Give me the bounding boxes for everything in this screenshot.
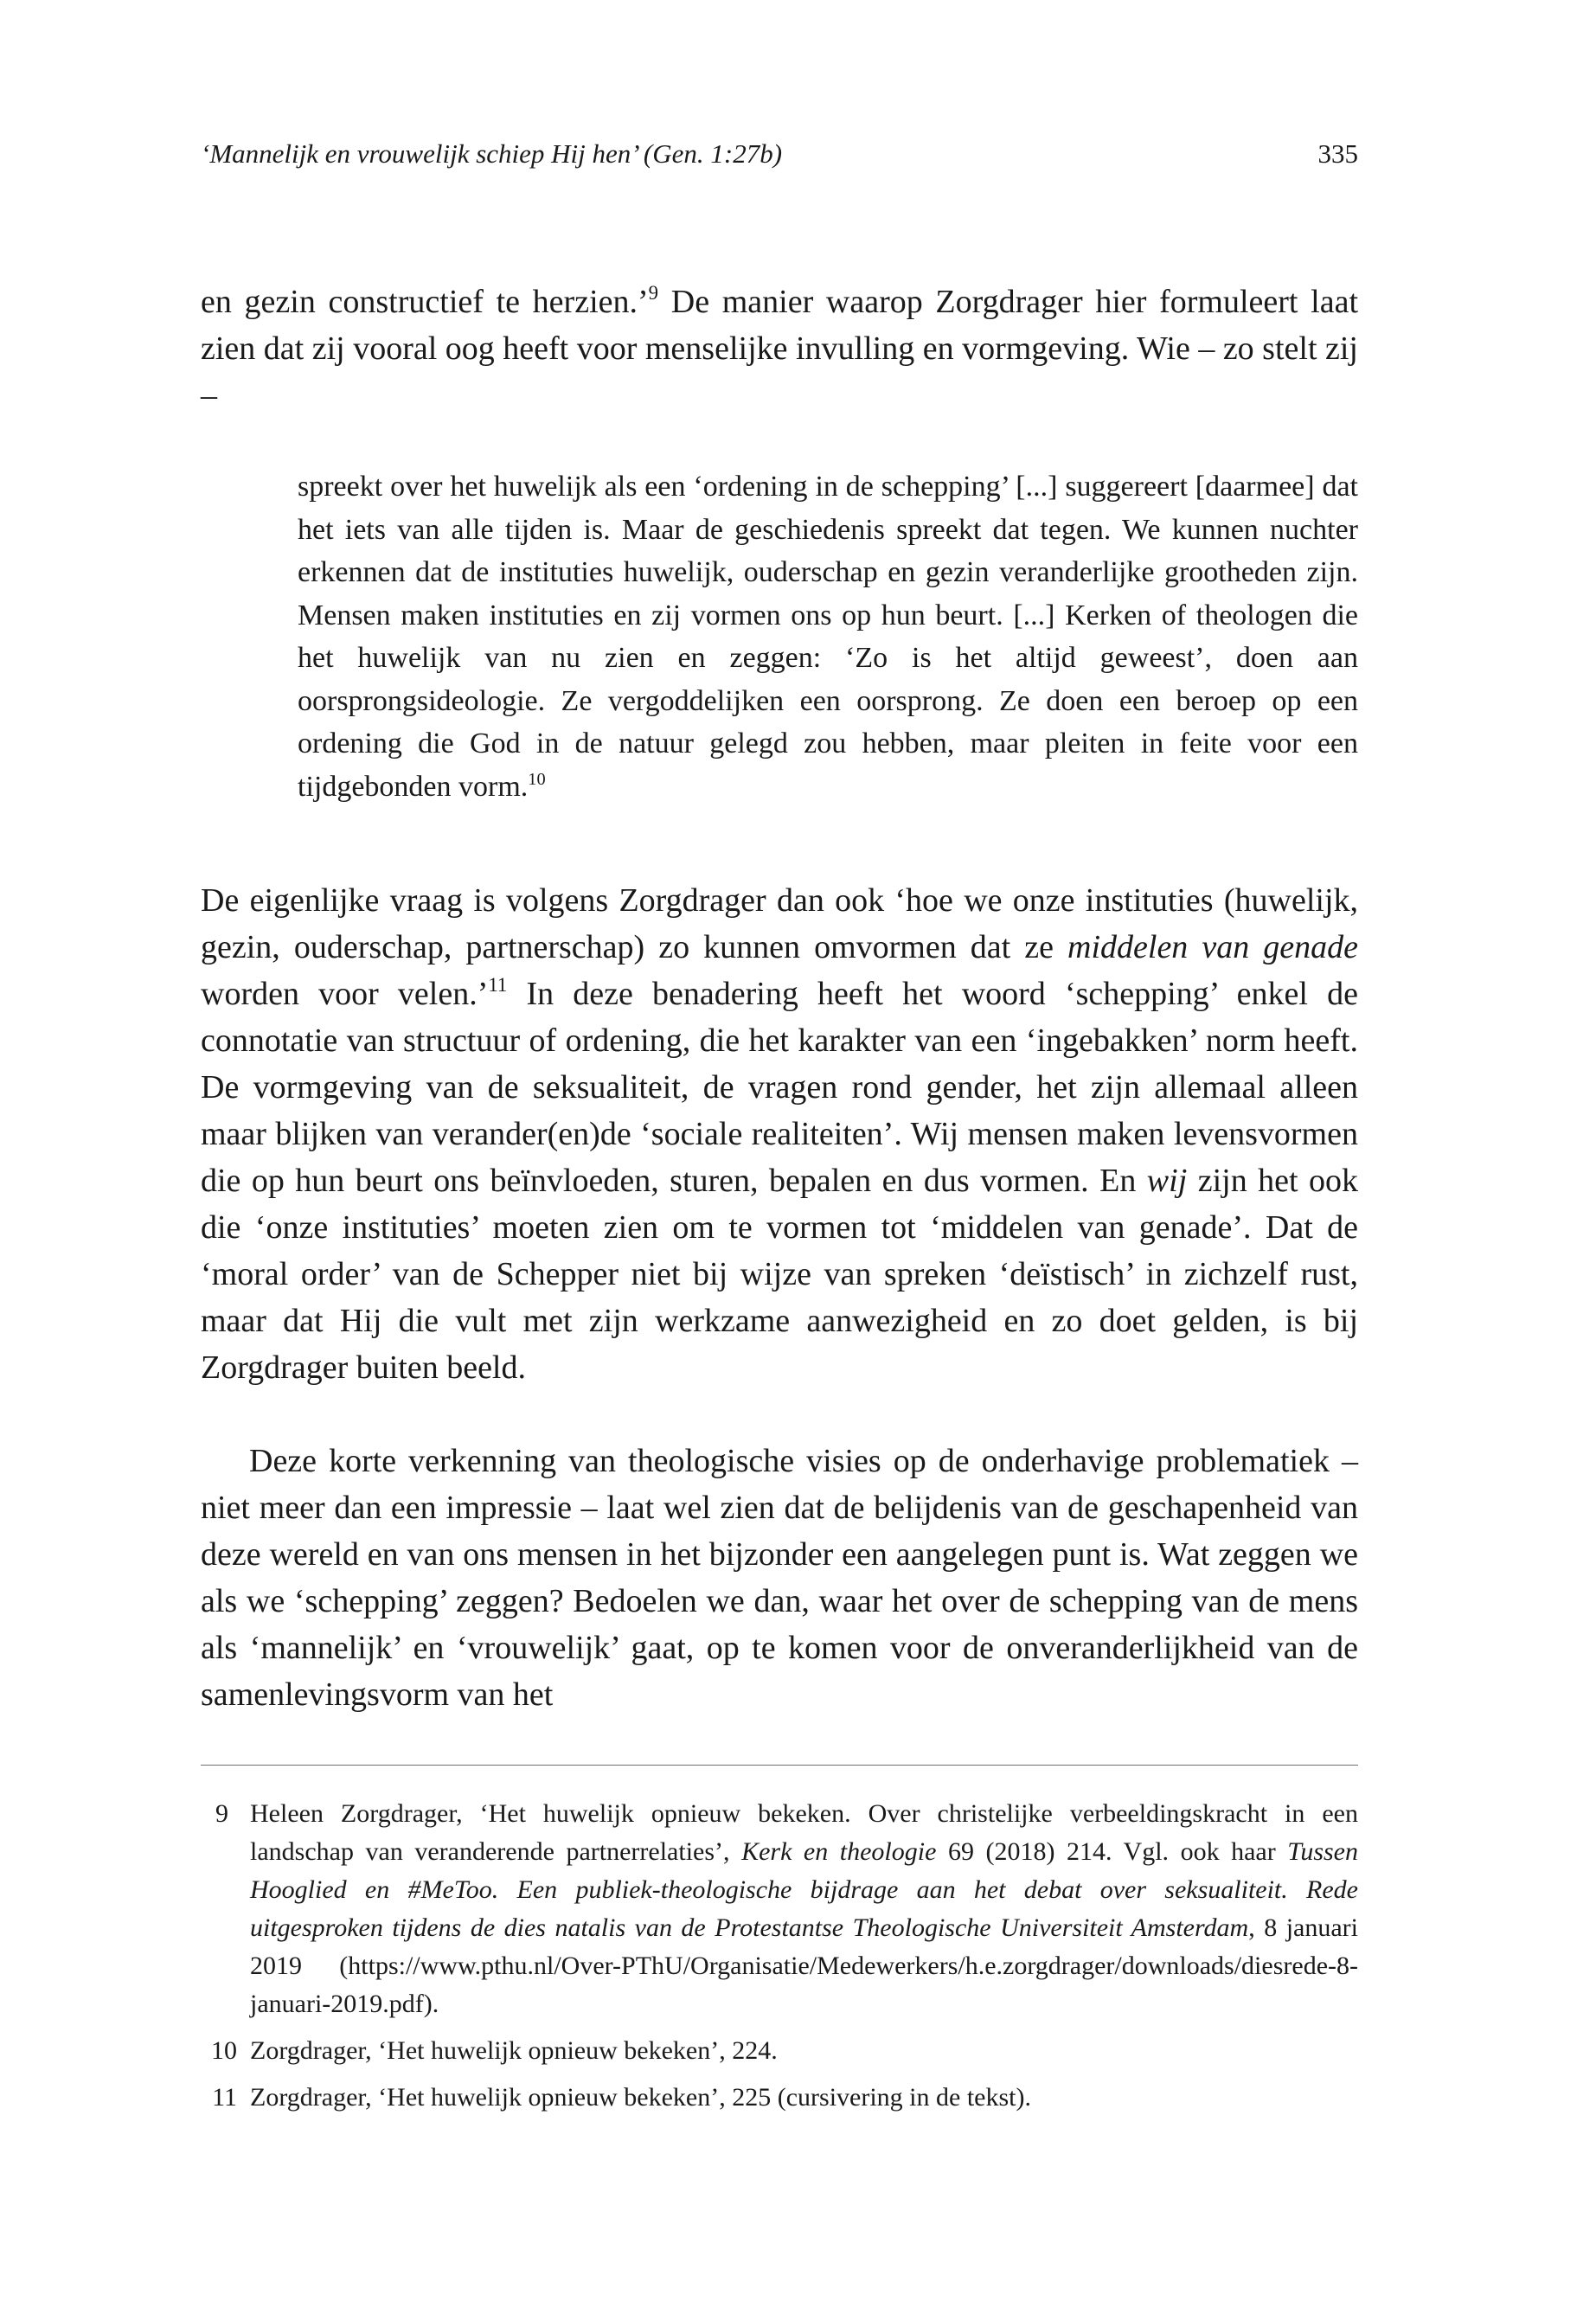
fn9-text-c: , 8 januari 2019 (https://www.pthu.nl/Over-PThU/Organisatie/Medewerkers/h.e.zorgdrager/downloads/diesrede-8-januari-2019.pdf). [250, 1913, 1358, 2018]
fn9-emphasis-1: Kerk en theologie [741, 1837, 937, 1866]
footnote-number: 10 [211, 2036, 237, 2065]
p2-emphasis-2: wij [1146, 1163, 1188, 1199]
footnotes [201, 1795, 1358, 2125]
page-number: 335 [1317, 138, 1358, 169]
fn11-text: Zorgdrager, ‘Het huwelijk opnieuw bekeken’, 225 (cursivering in de tekst). [250, 2083, 1031, 2112]
fn10-text: Zorgdrager, ‘Het huwelijk opnieuw bekeken’, 224. [250, 2036, 778, 2065]
fn9-text-b: 69 (2018) 214. Vgl. ook haar [936, 1837, 1288, 1866]
body-paragraph-1 [201, 279, 1358, 419]
running-title: ‘Mannelijk en vrouwelijk schiep Hij hen’ (Gen. 1:27b) [201, 138, 783, 169]
p2-text-b: worden voor velen.’ [201, 976, 489, 1012]
p1-text-a: en gezin constructief te herzien.’ [201, 284, 649, 320]
footnote-separator [201, 1765, 1358, 1766]
p1-text-b: De manier waarop Zorgdrager hier formuleert laat zien dat zij vooral oog heeft voor menselijke invulling en vormgeving. Wie – zo stelt zij – [201, 284, 1358, 413]
footnote-ref-11[interactable]: 11 [488, 974, 508, 997]
fn9-emphasis-2: Tussen Hooglied en #MeToo. Een publiek-theologische bijdrage aan het debat over seksualiteit. Rede uitgesproken tijdens de dies natalis van de Protestantse Theologische Universiteit Amsterdam [250, 1837, 1358, 1942]
block-quote [298, 465, 1358, 808]
footnote-number: 9 [215, 1799, 228, 1828]
footnote-10 [201, 2032, 1358, 2070]
p2-text-d: zijn het ook die ‘onze instituties’ moeten zien om te vormen tot ‘middelen van genade’. Dat de ‘moral order’ van de Schepper niet bij wijze van spreken ‘deïstisch’ in zichzelf rust, maar dat Hij die vult met zijn werkzame aanwezigheid en zo doet gelden, is bij Zorgdrager buiten beeld. [201, 1163, 1358, 1386]
footnote-ref-9[interactable]: 9 [648, 282, 659, 304]
p2-text-c: In deze benadering heeft het woord ‘schepping’ enkel de connotatie van structuur of ordening, die het karakter van een ‘ingebakken’ norm heeft. De vormgeving van de seksualiteit, de vragen rond gender, het zijn allemaal alleen maar blijken van verander(en)de ‘sociale realiteiten’. Wij mensen maken levensvormen die op hun beurt ons beïnvloeden, sturen, bepalen en dus vormen. En [201, 976, 1358, 1199]
fn9-text-a: Heleen Zorgdrager, ‘Het huwelijk opnieuw bekeken. Over christelijke verbeeldingskracht in een landschap van veranderende partnerrelaties’, [250, 1799, 1358, 1866]
footnote-number: 11 [212, 2083, 237, 2112]
footnote-ref-10[interactable]: 10 [528, 769, 546, 789]
body-paragraph-2 [201, 877, 1358, 1391]
footnote-11 [201, 2079, 1358, 2117]
running-header [201, 138, 1358, 178]
p2-emphasis-1: middelen van genade [1067, 929, 1358, 965]
quote-text: spreekt over het huwelijk als een ‘ordening in de schepping’ [...] suggereert [daarmee] dat het iets van alle tijden is. Maar de geschiedenis spreekt dat tegen. We kunnen nuchter erkennen dat de instituties huwelijk, ouderschap en gezin veranderlijke grootheden zijn. Mensen maken instituties en zij vormen ons op hun beurt. [...] Kerken of theologen die het huwelijk van nu zien en zeggen: ‘Zo is het altijd geweest’, doen aan oorsprongsideologie. Ze vergoddelijken een oorsprong. Ze doen een beroep op een ordening die God in de natuur gelegd zou hebben, maar pleiten in feite voor een tijdgebonden vorm. [298, 471, 1358, 803]
footnote-9 [201, 1795, 1358, 2023]
body-paragraph-3: Deze korte verkenning van theologische visies op de onderhavige problematiek – niet meer dan een impressie – laat wel zien dat de belijdenis van de geschapenheid van deze wereld en van ons mensen in het bijzonder een aangelegen punt is. Wat zeggen we als we ‘schepping’ zeggen? Bedoelen we dan, waar het over de schepping van de mens als ‘mannelijk’ en ‘vrouwelijk’ gaat, op te komen voor de onveranderlijkheid van de samenlevingsvorm van het [201, 1443, 1358, 1713]
p2-text-a: De eigenlijke vraag is volgens Zorgdrager dan ook ‘hoe we onze instituties (huwelijk, gezin, ouderschap, partnerschap) zo kunnen omvormen dat ze [201, 882, 1358, 965]
